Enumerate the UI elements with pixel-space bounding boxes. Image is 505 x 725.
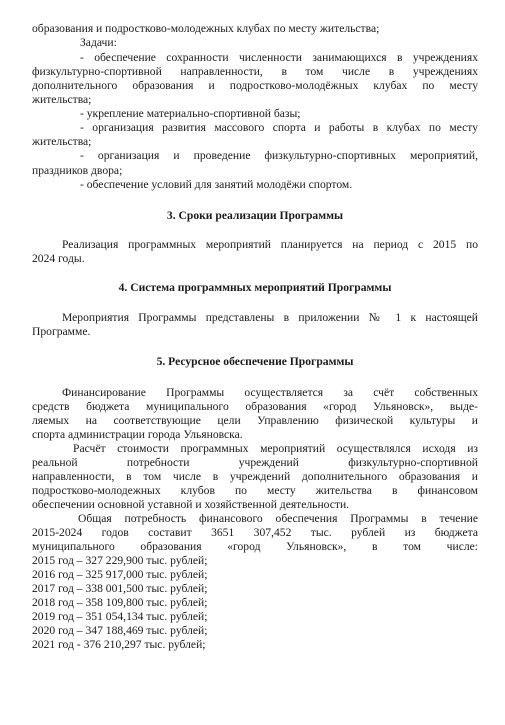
funding-year-line: 2019 год – 351 054,134 тыс. рублей; — [32, 610, 208, 624]
task-line: жительства; — [32, 93, 92, 107]
funding-year-line: 2018 год – 358 109,800 тыс. рублей; — [32, 596, 208, 610]
task-line: жительства; — [32, 135, 92, 149]
paragraph-line: ляемых на соответствующие цели Управлению физической культуры и — [32, 413, 478, 427]
paragraph-line: Мероприятия Программы представлены в приложении № 1 к настоящей — [62, 310, 478, 324]
paragraph-line: подростково-молодежных клубов по месту жительства в финансовом — [32, 484, 478, 498]
task-line: - организация развития массового спорта и работы в клубах по месту — [80, 121, 478, 135]
funding-year-line: 2016 год – 325 917,000 тыс. рублей; — [32, 568, 208, 582]
paragraph-line: 2015-2024 годов составит 3651 307,452 тыс. рублей из бюджета — [32, 526, 478, 540]
paragraph-line: Реализация программных мероприятий планируется на период с 2015 по — [62, 238, 478, 252]
funding-year-line: 2020 год – 347 188,469 тыс. рублей; — [32, 624, 208, 638]
paragraph-line: обеспечении основной уставной и хозяйственной деятельности. — [32, 498, 350, 512]
paragraph-line: направленности, в том числе в учреждений дополнительного образования и — [32, 470, 478, 484]
paragraph-line: 2024 годы. — [32, 252, 85, 266]
funding-year-line: 2015 год – 327 229,900 тыс. рублей; — [32, 554, 208, 568]
task-line: - обеспечение условий для занятий молодёжи спортом. — [80, 177, 353, 191]
tasks-label: Задачи: — [80, 36, 117, 50]
paragraph-line: спорта администрации города Ульяновска. — [32, 427, 243, 441]
section-heading: 5. Ресурсное обеспечение Программы — [156, 355, 354, 369]
section-heading: 4. Система программных мероприятий Программы — [118, 281, 392, 295]
funding-year-line: 2017 год – 338 001,500 тыс. рублей; — [32, 582, 208, 596]
paragraph-line: Расчёт стоимости программных мероприятий осуществлялся исходя из — [73, 441, 478, 455]
task-line: - обеспечение сохранности численности занимающихся в учреждениях — [80, 51, 478, 65]
text-line: образования и подростково-молодежных клубах по месту жительства; — [32, 22, 380, 36]
paragraph-line: реальной потребности учреждений физкультурно-спортивной — [32, 456, 478, 470]
task-line: праздников двора; — [32, 163, 123, 177]
funding-year-line: 2021 год - 376 210,297 тыс. рублей; — [32, 638, 206, 652]
task-line: - организация и проведение физкультурно-спортивных мероприятий, — [80, 149, 478, 163]
paragraph-line: муниципального образования «город Ульяновск», в том числе: — [32, 540, 478, 554]
paragraph-line: Финансирование Программы осуществляется за счёт собственных — [62, 385, 478, 399]
paragraph-line: Общая потребность финансового обеспечения Программы в течение — [78, 512, 478, 526]
section-heading: 3. Сроки реализации Программы — [166, 208, 344, 222]
task-line: - укрепление материально-спортивной базы; — [80, 107, 301, 121]
paragraph-line: средств бюджета муниципального образования «город Ульяновск», выде- — [32, 399, 478, 413]
paragraph-line: Программе. — [32, 324, 91, 338]
task-line: физкультурно-спортивной направленности, в том числе в учреждениях — [32, 65, 478, 79]
task-line: дополнительного образования и подростково-молодёжных клубах по месту — [32, 79, 478, 93]
